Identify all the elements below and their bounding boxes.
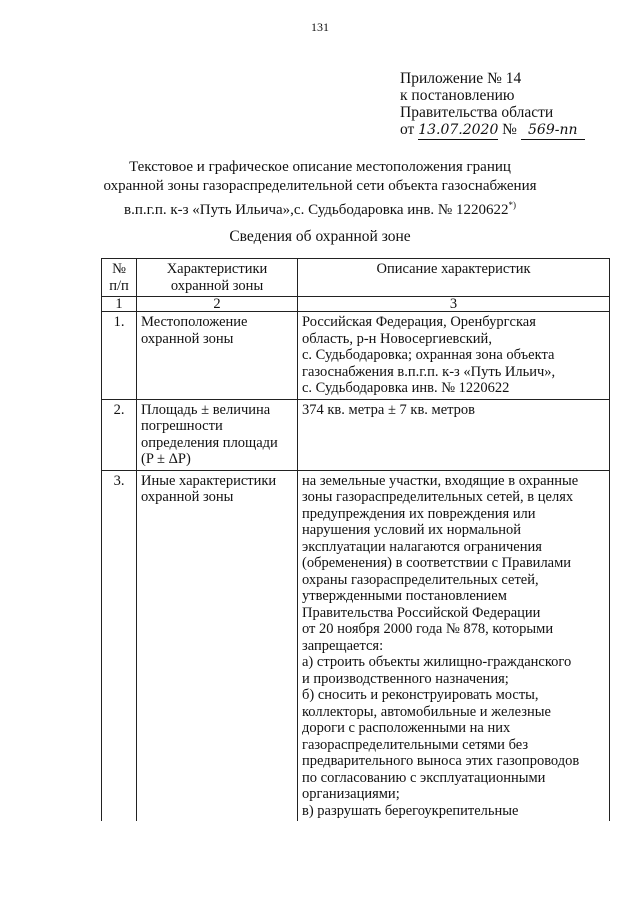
header-description: Описание характеристик — [298, 259, 610, 297]
row-characteristic: Иные характеристики охранной зоны — [137, 470, 298, 821]
table-row — [102, 470, 610, 821]
appendix-date-line — [400, 121, 640, 140]
appendix-block — [400, 70, 640, 140]
protection-zone-table — [101, 258, 610, 821]
section-subtitle: Сведения об охранной зоне — [229, 228, 411, 245]
row-number: 3. — [102, 470, 137, 821]
row-description: на земельные участки, входящие в охранные зоны газораспределительных сетей, в целях предупреждения их повреждения или нарушения условий их нормальной эксплуатации налагаются ограничения (обременения) в соответствии с Правилами охраны газораспределительных сетей, утвержденными постановлением Правительства Российской Федерации от 20 ноября 2000 года № 878, которыми запрещается: а) строить объекты жилищно-гражданского и производственного назначения; б) сносить и реконструировать мосты, коллекторы, автомобильные и железные дороги с расположенными на них газораспределительными сетями без предварительного выноса этих газопроводов по согласованию с эксплуатационными организациями; в) разрушать берегоукрепительные — [298, 470, 610, 821]
row-description: 374 кв. метра ± 7 кв. метров — [298, 399, 610, 470]
table-header-row — [102, 259, 610, 297]
handwritten-date: 13.07.2020 — [418, 122, 499, 138]
appendix-line-2: к постановлению — [400, 87, 515, 104]
col-number: 1 — [102, 297, 137, 312]
table-row — [102, 399, 610, 470]
document-title — [80, 158, 560, 220]
row-characteristic: Площадь ± величина погрешности определения площади (P ± ΔP) — [137, 399, 298, 470]
row-number: 2. — [102, 399, 137, 470]
appendix-line-3: Правительства области — [400, 104, 554, 121]
col-number: 2 — [137, 297, 298, 312]
handwritten-number: 569-пп — [521, 122, 585, 140]
column-number-row — [102, 297, 610, 312]
header-num: № п/п — [102, 259, 137, 297]
header-characteristics: Характеристики охранной зоны — [137, 259, 298, 297]
title-line-1: Текстовое и графическое описание местоположения границ — [129, 159, 511, 175]
title-line-2: охранной зоны газораспределительной сети объекта газоснабжения — [103, 178, 537, 194]
page-number: 131 — [311, 20, 329, 34]
row-number: 1. — [102, 312, 137, 400]
appendix-line-1: Приложение № 14 — [400, 70, 522, 87]
footnote-mark: *) — [508, 200, 516, 210]
table-row — [102, 312, 610, 400]
number-label: № — [502, 121, 517, 138]
title-line-3: в.п.г.п. к-з «Путь Ильича»,с. Судьбодаровка инв. № 1220622*) — [124, 200, 516, 218]
from-label: от — [400, 121, 415, 138]
row-description: Российская Федерация, Оренбургская область, р-н Новосергиевский, с. Судьбодаровка; охранная зона объекта газоснабжения в.п.г.п. к-з «Путь Ильич», с. Судьбодаровка инв. № 1220622 — [298, 312, 610, 400]
col-number: 3 — [298, 297, 610, 312]
row-characteristic: Местоположение охранной зоны — [137, 312, 298, 400]
